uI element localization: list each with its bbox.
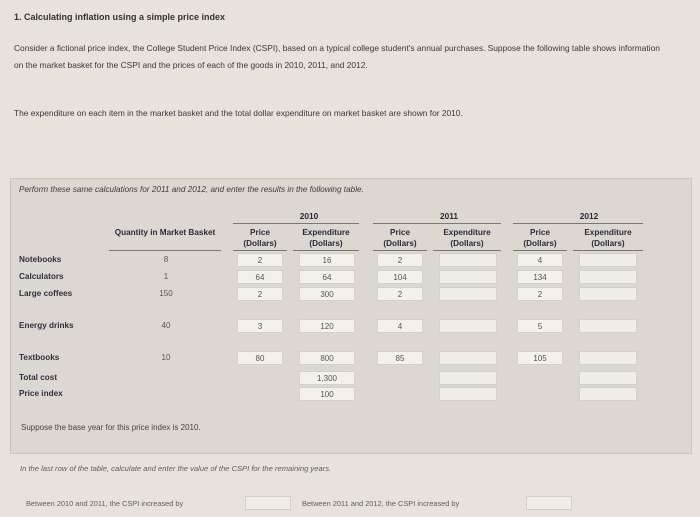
- qty-calculators: 1: [163, 272, 169, 281]
- year-2012: 2012: [579, 211, 599, 221]
- price-2011-textbooks: 85: [377, 351, 423, 365]
- total-cost-2011-input[interactable]: [439, 371, 497, 385]
- col-expenditure-2012: Expenditure (Dollars): [584, 228, 632, 248]
- col-expenditure-2010: Expenditure (Dollars): [302, 228, 350, 248]
- col-price-2010: Price (Dollars): [243, 228, 277, 248]
- exp-2011-energy-drinks-input[interactable]: [439, 319, 497, 333]
- exp-2010-calculators: 64: [299, 270, 355, 284]
- header-rule-qty: [109, 250, 221, 251]
- price-index-2011-input[interactable]: [439, 387, 497, 401]
- price-2010-energy-drinks: 3: [237, 319, 283, 333]
- intro-text: Consider a fictional price index, the College Student Price Index (CSPI), based on a typical college student's annual purchases. Suppose the following table shows information on the market basket for the CSPI and the prices of each of the goods in 2010, 2011, and 2012.: [14, 43, 660, 70]
- exp-2011-textbooks-input[interactable]: [439, 351, 497, 365]
- exp-2010-textbooks: 800: [299, 351, 355, 365]
- header-rule-p2011: [373, 250, 427, 251]
- qty-textbooks: 10: [161, 353, 171, 362]
- increase-2011-2012-label: Between 2011 and 2012, the CSPI increased by: [302, 499, 460, 508]
- year-underline-2010: [233, 223, 359, 224]
- exp-2011-large-coffees-input[interactable]: [439, 287, 497, 301]
- price-2011-notebooks: 2: [377, 253, 423, 267]
- exp-2011-calculators-input[interactable]: [439, 270, 497, 284]
- qty-large-coffees: 150: [159, 289, 173, 298]
- row-label-textbooks: Textbooks: [19, 353, 60, 362]
- exp-2012-calculators-input[interactable]: [579, 270, 637, 284]
- page-title: 1. Calculating inflation using a simple price index: [14, 12, 226, 22]
- price-2012-textbooks: 105: [517, 351, 563, 365]
- exp-2012-textbooks-input[interactable]: [579, 351, 637, 365]
- row-label-total-cost: Total cost: [19, 373, 58, 382]
- price-table: [11, 179, 691, 453]
- price-2012-notebooks: 4: [517, 253, 563, 267]
- year-2010: 2010: [299, 211, 319, 221]
- qty-energy-drinks: 40: [161, 321, 171, 330]
- increase-2011-2012-input[interactable]: [526, 496, 572, 510]
- exp-2010-notebooks: 16: [299, 253, 355, 267]
- table-instruction: Perform these same calculations for 2011 and 2012, and enter the results in the following table.: [19, 185, 364, 194]
- price-2010-notebooks: 2: [237, 253, 283, 267]
- exp-2010-energy-drinks: 120: [299, 319, 355, 333]
- header-rule-e2010: [293, 250, 359, 251]
- exp-2011-notebooks-input[interactable]: [439, 253, 497, 267]
- price-2012-calculators: 134: [517, 270, 563, 284]
- price-2010-textbooks: 80: [237, 351, 283, 365]
- price-2012-large-coffees: 2: [517, 287, 563, 301]
- exp-2012-notebooks-input[interactable]: [579, 253, 637, 267]
- year-underline-2012: [513, 223, 643, 224]
- header-rule-e2011: [433, 250, 501, 251]
- base-year-note: Suppose the base year for this price index is 2010.: [21, 423, 201, 432]
- row-label-large-coffees: Large coffees: [19, 289, 73, 298]
- total-cost-2010: 1,300: [299, 371, 355, 385]
- increase-2010-2011-input[interactable]: [245, 496, 291, 510]
- cspi-instruction: In the last row of the table, calculate and enter the value of the CSPI for the remaining years.: [20, 464, 332, 473]
- header-rule-p2012: [513, 250, 567, 251]
- increase-2010-2011-label: Between 2010 and 2011, the CSPI increased by: [26, 499, 184, 508]
- calculation-panel: [10, 178, 692, 454]
- header-rule-p2010: [233, 250, 287, 251]
- price-2012-energy-drinks: 5: [517, 319, 563, 333]
- col-price-2011: Price (Dollars): [383, 228, 417, 248]
- year-2011: 2011: [440, 211, 458, 221]
- col-expenditure-2011: Expenditure (Dollars): [443, 228, 491, 248]
- price-2010-calculators: 64: [237, 270, 283, 284]
- col-quantity: Quantity in Market Basket: [114, 228, 216, 237]
- row-label-energy-drinks: Energy drinks: [19, 321, 74, 330]
- price-2011-large-coffees: 2: [377, 287, 423, 301]
- price-2011-calculators: 104: [377, 270, 423, 284]
- col-price-2012: Price (Dollars): [523, 228, 557, 248]
- price-2010-large-coffees: 2: [237, 287, 283, 301]
- row-label-notebooks: Notebooks: [19, 255, 62, 264]
- expenditure-note: The expenditure on each item in the market basket and the total dollar expenditure on market basket are shown for 2010.: [14, 108, 463, 118]
- row-label-price-index: Price index: [19, 389, 63, 398]
- year-underline-2011: [373, 223, 501, 224]
- header-rule-e2012: [573, 250, 643, 251]
- total-cost-2012-input[interactable]: [579, 371, 637, 385]
- exp-2012-large-coffees-input[interactable]: [579, 287, 637, 301]
- exp-2010-large-coffees: 300: [299, 287, 355, 301]
- qty-notebooks: 8: [163, 255, 169, 264]
- price-index-2012-input[interactable]: [579, 387, 637, 401]
- price-2011-energy-drinks: 4: [377, 319, 423, 333]
- price-index-2010: 100: [299, 387, 355, 401]
- exp-2012-energy-drinks-input[interactable]: [579, 319, 637, 333]
- row-label-calculators: Calculators: [19, 272, 64, 281]
